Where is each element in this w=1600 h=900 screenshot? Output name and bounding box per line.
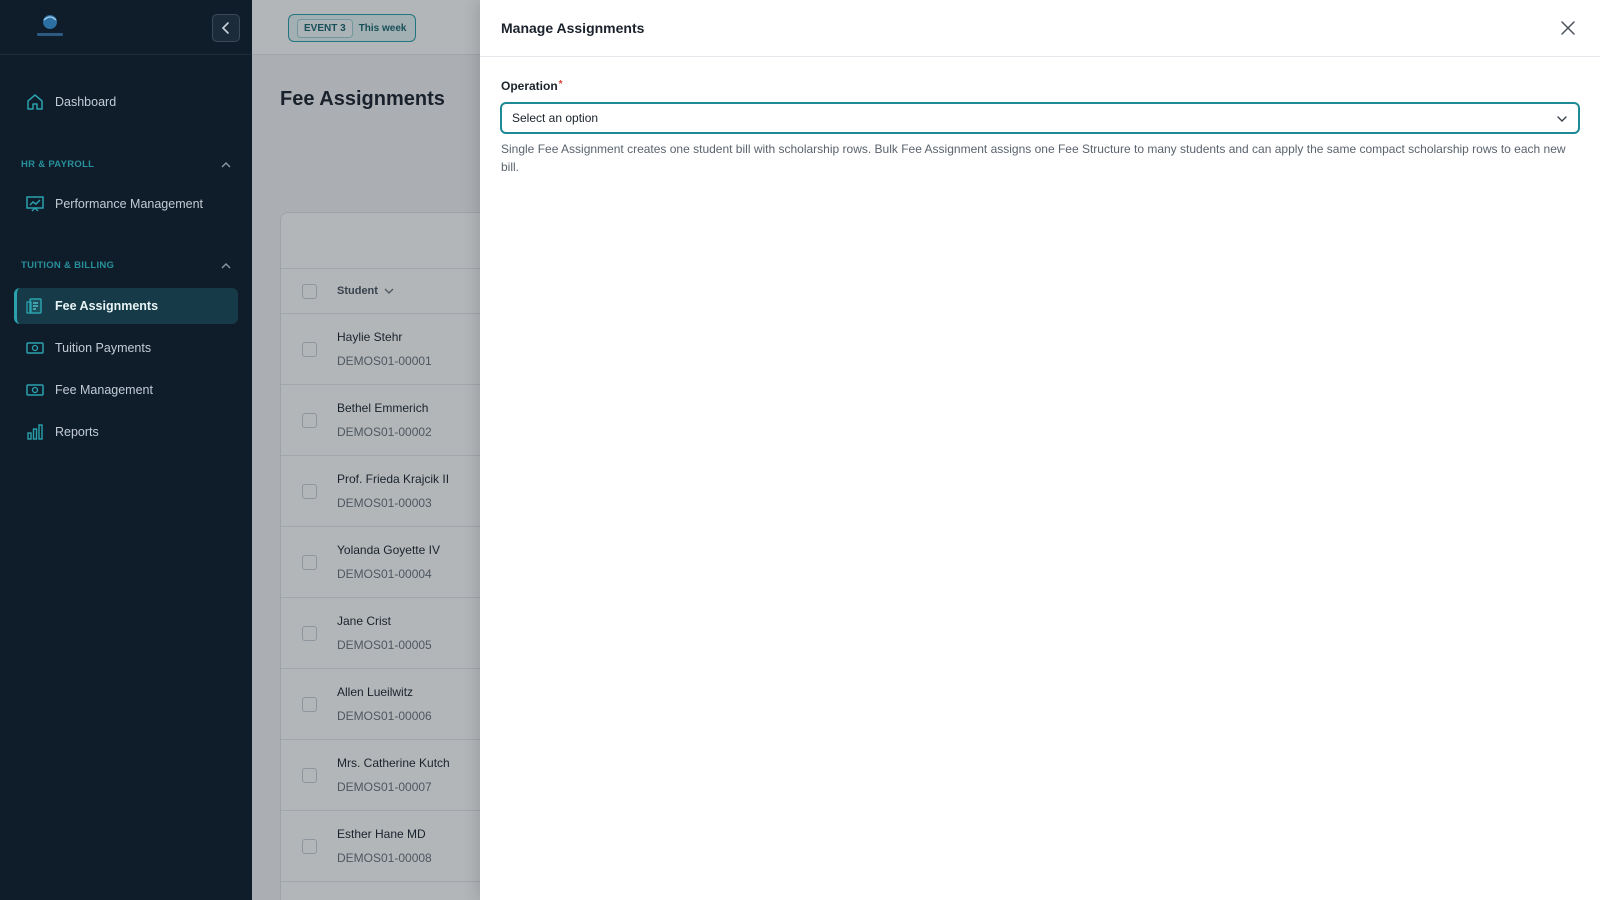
- sidebar-item-fee-assignments[interactable]: [14, 288, 238, 324]
- sidebar-header: [0, 0, 252, 55]
- sidebar-item-dashboard[interactable]: [14, 84, 238, 120]
- receipt-icon: [25, 296, 45, 316]
- close-icon: [1561, 21, 1575, 35]
- bar-chart-icon: [25, 422, 45, 442]
- student-name: Esther Hane MD: [337, 827, 426, 841]
- student-name: Bethel Emmerich: [337, 401, 429, 415]
- sidebar-item-label: Tuition Payments: [55, 341, 152, 355]
- operation-select-value: Select an option: [512, 111, 599, 125]
- chevron-left-icon: [220, 21, 232, 35]
- student-id: DEMOS01-00001: [337, 354, 432, 368]
- sidebar-item-fee-management[interactable]: [14, 372, 238, 408]
- section-label-text: HR & PAYROLL: [21, 159, 95, 170]
- chevron-down-icon: [1556, 113, 1568, 125]
- presentation-chart-icon: [25, 194, 45, 214]
- student-name: Haylie Stehr: [337, 330, 403, 344]
- student-id: DEMOS01-00006: [337, 709, 432, 723]
- chevron-up-icon: [221, 262, 231, 270]
- event-period: This week: [358, 22, 407, 34]
- student-name: Prof. Frieda Krajcik II: [337, 472, 450, 486]
- student-id: DEMOS01-00004: [337, 567, 432, 581]
- manage-assignments-drawer: [480, 0, 1600, 900]
- section-label-text: TUITION & BILLING: [21, 260, 115, 271]
- sidebar-collapse-button[interactable]: [212, 14, 240, 42]
- student-id: DEMOS01-00008: [337, 851, 432, 865]
- student-name: Yolanda Goyette IV: [337, 543, 440, 557]
- student-id: DEMOS01-00002: [337, 425, 432, 439]
- event-tag: EVENT 3: [297, 19, 353, 38]
- sidebar-item-label: Fee Assignments: [55, 299, 159, 313]
- cash-icon: [25, 380, 45, 400]
- sidebar-item-reports[interactable]: [14, 414, 238, 450]
- close-button[interactable]: [1558, 18, 1578, 38]
- operation-label: [501, 79, 563, 93]
- student-id: DEMOS01-00003: [337, 496, 432, 510]
- column-header-label: Student: [337, 285, 378, 297]
- sidebar-item-tuition-payments[interactable]: [14, 330, 238, 366]
- sidebar: [0, 0, 252, 900]
- chevron-up-icon: [221, 161, 231, 169]
- required-indicator: *: [558, 79, 563, 90]
- sidebar-item-label: Dashboard: [55, 95, 117, 109]
- drawer-title: Manage Assignments: [501, 20, 645, 36]
- sidebar-item-label: Performance Management: [55, 197, 203, 211]
- cash-icon: [25, 338, 45, 358]
- sidebar-item-label: Reports: [55, 425, 99, 439]
- student-name: Allen Lueilwitz: [337, 685, 414, 699]
- student-id: DEMOS01-00007: [337, 780, 432, 794]
- student-name: Jane Crist: [337, 614, 392, 628]
- student-id: DEMOS01-00005: [337, 638, 432, 652]
- home-icon: [25, 92, 45, 112]
- section-tuition-billing[interactable]: [21, 260, 231, 271]
- section-hr-payroll[interactable]: [21, 159, 231, 170]
- operation-help-text: Single Fee Assignment creates one student bill with scholarship rows. Bulk Fee Assignment assigns one Fee Structure to many students and can apply the same compact scholarship rows to each new bill.: [501, 142, 1566, 174]
- sidebar-item-label: Fee Management: [55, 383, 153, 397]
- brand-logo[interactable]: [33, 12, 67, 40]
- student-name: Mrs. Catherine Kutch: [337, 756, 450, 770]
- page-title: Fee Assignments: [280, 88, 445, 110]
- modal-backdrop[interactable]: [252, 0, 480, 900]
- sidebar-item-performance[interactable]: [14, 186, 238, 222]
- operation-select[interactable]: [500, 102, 1580, 134]
- drawer-header: [480, 0, 1600, 57]
- operation-label-text: Operation: [501, 79, 558, 93]
